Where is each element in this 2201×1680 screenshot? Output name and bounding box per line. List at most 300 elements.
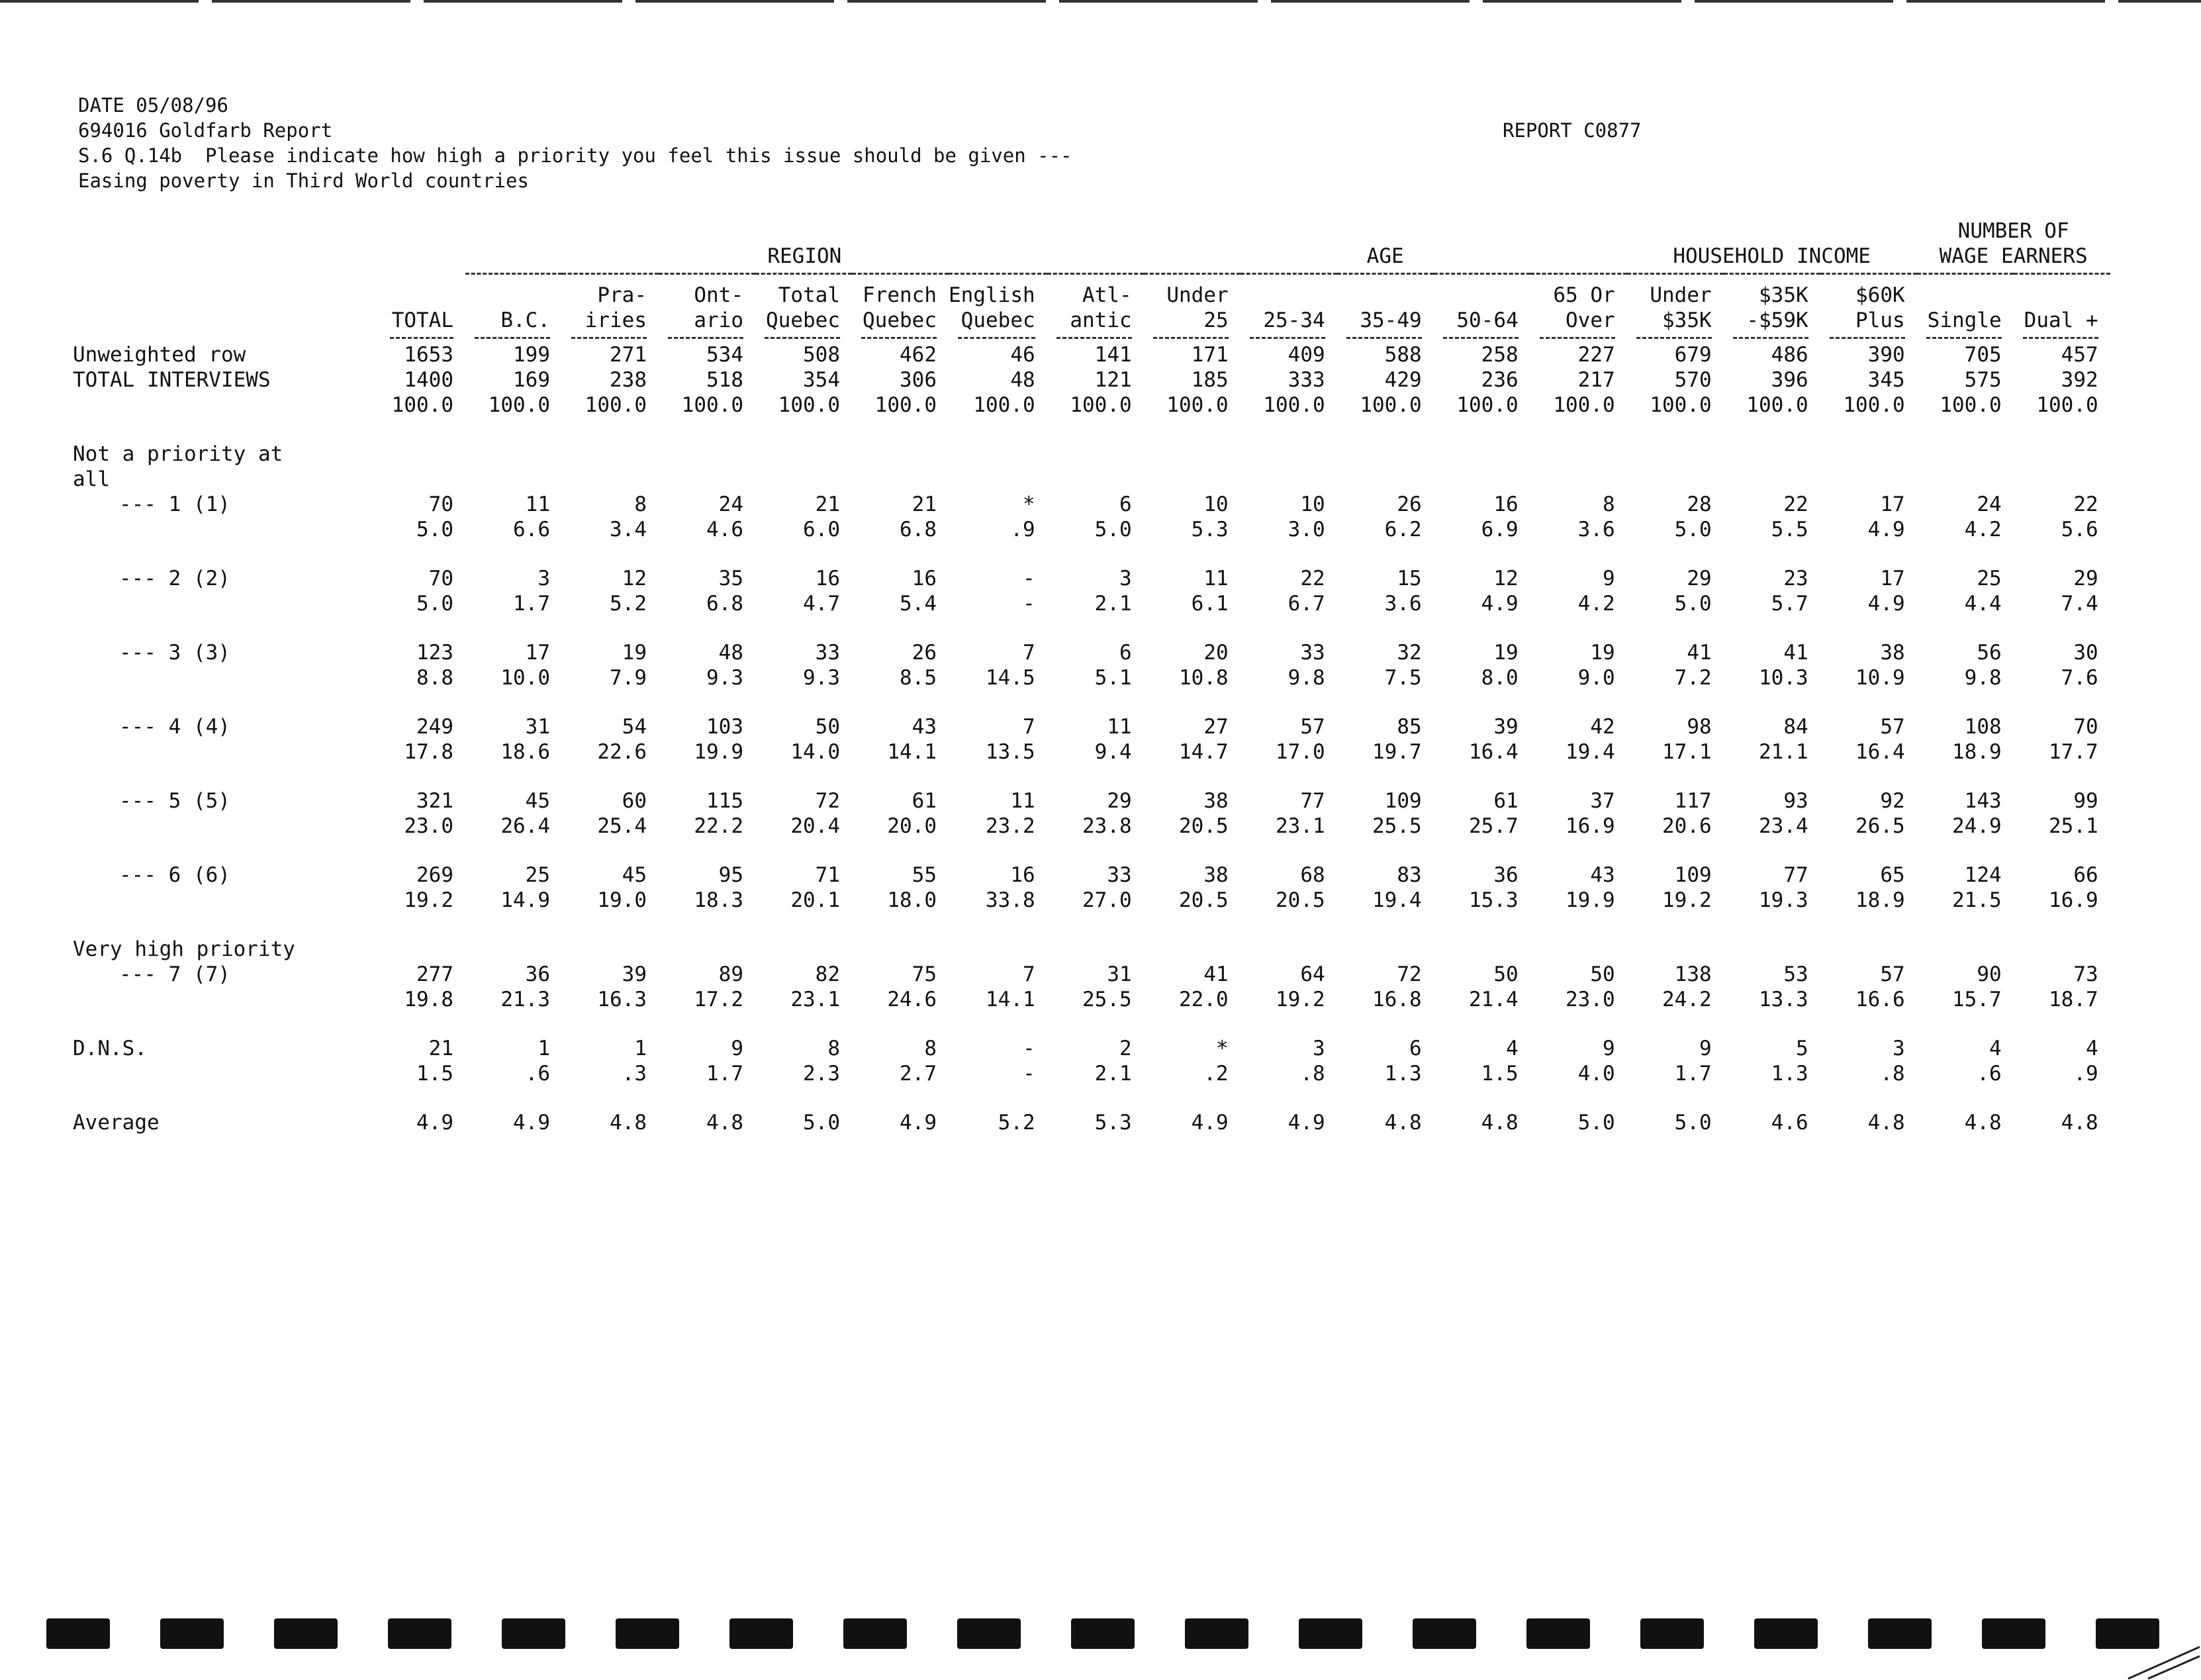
table-cell: 77 [1300,789,1325,813]
table-cell [755,839,852,863]
table-cell: 4.8 [1964,1111,2002,1135]
table-cell: 100.0 [1456,393,1519,417]
spacer-row [73,690,2110,714]
table-cell: 4.9 [1867,518,1905,541]
table-cell: 429 [1384,368,1422,392]
column-header: $35K -$59K [1746,283,1808,332]
table-cell: 19.9 [1566,888,1615,912]
table-cell [1724,765,1820,788]
table-cell: 4.6 [1771,1111,1808,1135]
table-cell: 57 [1300,715,1325,739]
table-cell: 141 [1094,343,1132,367]
dash-blank [73,333,381,342]
table-cell [2014,467,2110,492]
table-cell: .6 [525,1062,550,1086]
dash-line [390,337,453,339]
table-cell [949,467,1047,492]
table-cell: 100.0 [1263,393,1325,417]
table-cell [1820,418,1917,442]
table-cell: 24.6 [887,988,937,1011]
table-cell: 24.2 [1662,988,1712,1011]
table-cell [755,418,852,442]
table-cell: 1.5 [416,1062,453,1086]
table-cell [1241,616,1337,640]
table-cell: 27 [1203,715,1229,739]
timing-mark [957,1618,1021,1649]
table-cell: 5.0 [1674,1111,1712,1135]
table-cell: 5.0 [803,1111,840,1135]
table-cell [1337,765,1434,788]
table-cell: 19.2 [404,888,453,912]
table-cell [659,765,755,788]
table-cell [2014,1086,2110,1110]
table-cell: 3 [538,567,550,590]
row-label: --- 6 (6) [119,863,230,887]
table-cell [465,442,562,467]
table-cell: 21.1 [1759,740,1808,764]
table-cell: 6.8 [706,592,743,616]
report-number: REPORT C0877 [1503,119,1642,142]
table-cell: 108 [1964,715,2002,739]
table-cell: 22 [1300,567,1325,590]
table-cell: 3 [1892,1037,1905,1060]
table-cell: 22.6 [597,740,647,764]
table-cell: 8 [827,1037,840,1060]
timing-mark [46,1618,110,1649]
dash-line [1830,337,1905,339]
table-cell: 679 [1674,343,1712,367]
table-cell: .8 [1300,1062,1325,1086]
table-cell: 35 [718,567,743,590]
table-cell: 4.2 [1577,592,1615,616]
table-cell: 13.5 [986,740,1035,764]
dash-line [571,337,647,339]
table-cell [1047,467,1144,492]
table-cell [1530,467,1627,492]
table-cell: 38 [1203,789,1229,813]
table-cell [1434,913,1530,937]
table-row [73,591,2110,616]
table-cell: 5.2 [610,592,647,616]
table-cell: 10.9 [1855,666,1905,690]
table-cell [2014,839,2110,863]
table-cell: 169 [513,368,550,392]
group-header-blank [73,218,381,274]
table-cell: 3 [1312,1037,1325,1060]
table-cell [1434,937,1530,962]
table-row [73,962,2110,987]
group-header: HOUSEHOLD INCOME [1627,218,1917,274]
table-cell: 4.4 [1964,592,2002,616]
table-cell: 18.7 [2049,988,2098,1011]
table-row [73,1110,2110,1135]
column-header: Atl- antic [1070,283,1132,332]
table-cell [659,690,755,714]
table-cell: 48 [718,641,743,665]
table-cell [852,690,949,714]
table-cell: 100.0 [391,393,453,417]
table-cell: 68 [1300,863,1325,887]
table-cell: 171 [1191,343,1229,367]
table-cell [465,1012,562,1036]
table-cell: 17.8 [404,740,453,764]
table-cell: 238 [610,368,647,392]
table-cell: 4.6 [706,518,743,541]
table-cell: 575 [1964,368,2002,392]
table-cell [2014,442,2110,467]
timing-mark [616,1618,679,1649]
table-cell: 50 [1493,962,1519,986]
table-cell: 28 [1687,492,1712,516]
table-cell: 4.8 [610,1111,647,1135]
table-cell: 30 [2073,641,2098,665]
table-cell: 21.5 [1952,888,2002,912]
scan-top-edge [0,0,2201,3]
table-cell: 11 [525,492,550,516]
table-cell [1917,542,2014,566]
row-label [73,393,381,418]
table-cell [562,1012,659,1036]
table-cell: 75 [912,962,937,986]
table-cell: 7.4 [2061,592,2098,616]
spacer-row [73,1012,2110,1036]
table-cell [1434,616,1530,640]
table-cell [1530,442,1627,467]
table-cell [2014,937,2110,962]
table-cell [1434,1086,1530,1110]
table-cell: 5.0 [416,518,453,541]
table-cell: 10.3 [1759,666,1808,690]
table-cell: 9.3 [706,666,743,690]
table-cell [1047,542,1144,566]
table-cell: 33 [1107,863,1132,887]
table-cell: 345 [1867,368,1905,392]
table-cell [381,542,465,566]
table-cell [1144,913,1241,937]
table-cell: 41 [1687,641,1712,665]
table-cell [1047,616,1144,640]
table-cell [1530,616,1627,640]
timing-mark [502,1618,565,1649]
table-cell: 17 [525,641,550,665]
table-cell: 109 [1674,863,1712,887]
table-cell: 57 [1880,715,1905,739]
table-cell: 46 [1010,343,1035,367]
table-cell: 4.9 [416,1111,453,1135]
table-cell [2014,690,2110,714]
table-cell: 4 [1505,1037,1519,1060]
table-cell: 99 [2073,789,2098,813]
table-cell: 33.8 [986,888,1035,912]
table-cell: 16 [1493,492,1519,516]
table-cell: 16.4 [1469,740,1519,764]
table-cell [755,1086,852,1110]
dash-line [2023,337,2098,339]
table-cell: 1.5 [1481,1062,1519,1086]
table-cell [1047,937,1144,962]
table-cell [1530,913,1627,937]
table-cell [562,765,659,788]
table-cell: 3 [1119,567,1132,590]
table-cell: 77 [1783,863,1808,887]
table-cell [949,442,1047,467]
table-cell [659,467,755,492]
table-cell: 588 [1384,343,1422,367]
table-cell: 6.8 [900,518,937,541]
table-cell [1047,1086,1144,1110]
table-cell [381,765,465,788]
table-cell: 16.9 [1566,814,1615,838]
table-cell: 25.5 [1082,988,1132,1011]
table-cell: 100.0 [1940,393,2002,417]
table-cell [755,616,852,640]
row-label: --- 2 (2) [119,567,230,590]
table-cell: 18.3 [694,888,743,912]
group-header: REGION [465,218,1144,274]
table-cell: 4.9 [1481,592,1519,616]
row-label [73,1012,381,1036]
table-cell: 61 [1493,789,1519,813]
table-cell: 9 [1699,1037,1712,1060]
table-cell: 5 [1795,1037,1808,1060]
table-cell [381,937,465,962]
column-header: Under $35K [1650,283,1712,332]
table-cell [562,839,659,863]
table-row [73,367,2110,393]
table-cell [381,690,465,714]
table-cell [1724,418,1820,442]
column-header: $60K Plus [1855,283,1905,332]
table-cell [949,690,1047,714]
table-cell [1530,937,1627,962]
table-cell [1241,542,1337,566]
table-cell [1724,1012,1820,1036]
column-underline [949,333,1047,342]
table-cell: 71 [815,863,840,887]
table-cell [1337,913,1434,937]
table-cell [852,1086,949,1110]
table-cell: 64 [1300,962,1325,986]
table-cell [1724,937,1820,962]
table-cell: 24 [1977,492,2002,516]
table-cell [1337,442,1434,467]
table-cell: 4.8 [706,1111,743,1135]
table-cell: 18.0 [887,888,937,912]
table-cell: 90 [1977,962,2002,986]
dash-line [958,337,1035,339]
table-cell: 100.0 [585,393,647,417]
table-cell: 26 [1397,492,1422,516]
table-cell: 271 [610,343,647,367]
timing-mark [1982,1618,2045,1649]
dash-line [668,337,743,339]
table-cell [1241,467,1337,492]
table-cell [1337,937,1434,962]
question-topic: Easing poverty in Third World countries [78,169,529,192]
table-cell: 89 [718,962,743,986]
table-cell: 19 [1590,641,1615,665]
table-cell [949,1086,1047,1110]
table-cell: 32 [1397,641,1422,665]
table-cell [1917,839,2014,863]
table-cell [562,690,659,714]
table-cell [1724,616,1820,640]
table-cell [1047,442,1144,467]
table-cell [1724,542,1820,566]
table-cell: 5.0 [1577,1111,1615,1135]
table-cell: 3.6 [1384,592,1422,616]
table-cell [1530,1086,1627,1110]
table-cell: 48 [1010,368,1035,392]
table-cell [1144,1086,1241,1110]
table-cell: 17.2 [694,988,743,1011]
table-cell [1047,690,1144,714]
table-cell [949,542,1047,566]
table-cell [1144,418,1241,442]
table-cell: 24.9 [1952,814,2002,838]
table-row [73,937,2110,962]
table-cell: 5.5 [1771,518,1808,541]
row-label [73,1086,381,1110]
table-cell: 3.0 [1288,518,1325,541]
table-cell: 14.7 [1179,740,1229,764]
table-cell [949,937,1047,962]
table-cell [852,616,949,640]
row-label [73,987,381,1012]
table-cell: 45 [622,863,647,887]
table-cell [1144,690,1241,714]
table-cell: 5.0 [1674,592,1712,616]
table-cell: 33 [1300,641,1325,665]
table-cell: 83 [1397,863,1422,887]
table-cell [1434,467,1530,492]
table-cell [852,1012,949,1036]
table-cell: 16.3 [597,988,647,1011]
table-cell [1530,839,1627,863]
table-cell [2014,913,2110,937]
table-cell: 6 [1119,492,1132,516]
table-cell: 21.4 [1469,988,1519,1011]
table-cell: 103 [706,715,743,739]
table-cell: 462 [900,343,937,367]
table-cell: 36 [525,962,550,986]
table-cell: 7.9 [610,666,647,690]
table-cell [1047,765,1144,788]
table-cell [949,616,1047,640]
table-cell [465,616,562,640]
spacer-row [73,418,2110,442]
table-cell: 55 [912,863,937,887]
table-cell [1047,839,1144,863]
row-label [73,1061,381,1086]
corner-scan-mark [2122,1640,2201,1680]
table-cell [1917,616,2014,640]
table-cell: 29 [2073,567,2098,590]
table-row [73,863,2110,888]
table-row [73,393,2110,418]
table-cell: 10.8 [1179,666,1229,690]
table-cell: 23.0 [404,814,453,838]
table-cell: 36 [1493,863,1519,887]
row-label: all [73,467,110,491]
timing-mark [1754,1618,1818,1649]
table-cell: 15.7 [1952,988,2002,1011]
table-cell: 4 [1989,1037,2002,1060]
group-header: AGE [1144,218,1627,274]
table-row [73,566,2110,591]
table-cell: 23.2 [986,814,1035,838]
column-header: 65 Or Over [1553,283,1615,332]
table-cell: 13.3 [1759,988,1808,1011]
table-cell: 92 [1880,789,1905,813]
table-cell: - [1022,1062,1035,1086]
row-label: Very high priority [73,937,295,961]
table-cell: 4.2 [1964,518,2002,541]
table-cell: 50 [815,715,840,739]
table-cell: 21 [912,492,937,516]
table-cell: 22 [2073,492,2098,516]
table-cell: 25.7 [1469,814,1519,838]
table-cell [1144,1012,1241,1036]
table-cell: 98 [1687,715,1712,739]
table-cell [1434,690,1530,714]
table-cell [1917,690,2014,714]
table-cell: 5.4 [900,592,937,616]
table-cell: 85 [1397,715,1422,739]
dash-line [1346,337,1422,339]
table-cell [1434,418,1530,442]
table-cell: 10 [1300,492,1325,516]
table-cell [1820,1012,1917,1036]
table-cell [755,937,852,962]
table-cell: 23.1 [1276,814,1325,838]
table-cell [1337,839,1434,863]
table-cell [1820,1086,1917,1110]
table-cell: 23.0 [1566,988,1615,1011]
table-cell: 16.8 [1372,988,1422,1011]
table-cell [562,442,659,467]
table-cell [465,542,562,566]
table-cell [1434,839,1530,863]
table-cell [1337,542,1434,566]
column-header: Ont- ario [694,283,743,332]
table-cell: 2 [1119,1037,1132,1060]
timing-mark [1868,1618,1932,1649]
table-cell: 6.1 [1191,592,1229,616]
table-cell: 19.4 [1566,740,1615,764]
table-cell: 2.7 [900,1062,937,1086]
table-cell: 8.0 [1481,666,1519,690]
table-row [73,517,2110,542]
table-cell: 82 [815,962,840,986]
table-row [73,888,2110,913]
table-cell [949,913,1047,937]
table-cell: 123 [416,641,453,665]
table-cell: 19.8 [404,988,453,1011]
column-header: TOTAL [391,308,453,332]
table-cell: 1.3 [1384,1062,1422,1086]
table-cell [1820,690,1917,714]
dash-line [861,337,937,339]
table-cell: 277 [416,962,453,986]
table-cell [1917,937,2014,962]
table-cell [1530,418,1627,442]
table-cell: 18.6 [500,740,550,764]
spacer-row [73,839,2110,863]
table-cell: 65 [1880,863,1905,887]
report-date: DATE 05/08/96 [78,94,228,117]
table-cell [465,913,562,937]
